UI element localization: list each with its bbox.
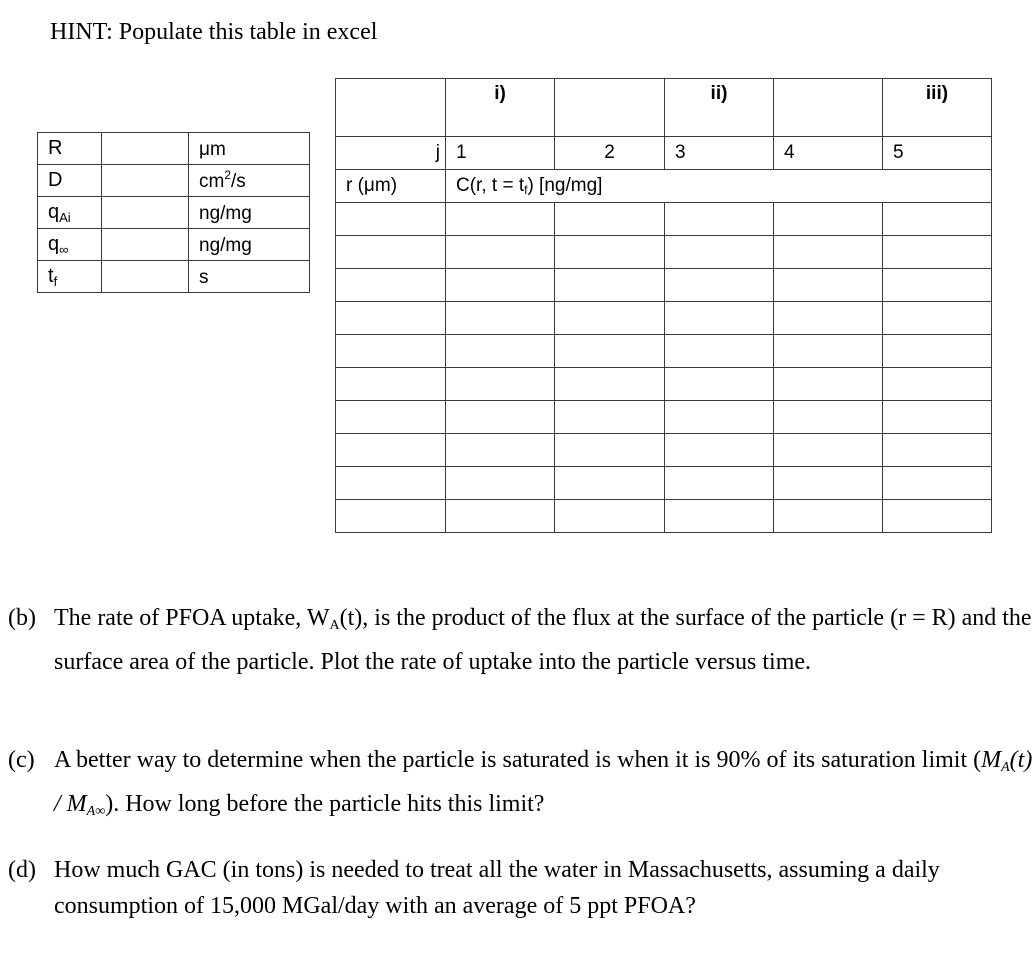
table-cell[interactable] <box>883 236 992 269</box>
question-b-label: (b) <box>8 605 36 631</box>
table-cell[interactable] <box>336 335 446 368</box>
question-c-text <box>54 742 1034 830</box>
parameter-label <box>38 229 102 261</box>
parameter-label <box>38 133 102 165</box>
table-cell[interactable] <box>665 335 774 368</box>
parameter-subscript: f <box>53 273 58 289</box>
parameter-unit <box>189 229 310 261</box>
math-m-a-post: (t) / <box>54 747 1033 817</box>
table-cell[interactable] <box>883 302 992 335</box>
parameter-row <box>38 197 310 229</box>
table-cell[interactable] <box>883 368 992 401</box>
table-cell[interactable] <box>446 467 555 500</box>
table-cell[interactable] <box>336 302 446 335</box>
table-cell[interactable] <box>446 203 555 236</box>
math-m-a-inf-sub: A∞ <box>86 804 106 819</box>
part-label-i: i) <box>446 79 555 137</box>
math-m-a: M <box>981 747 1002 773</box>
parameter-unit <box>189 197 310 229</box>
question-b-text-post: (t), is the product of the flux at the surface of the particle (r = R) and the surface area of the particle. Plot the rate of uptake into the particle versus time. <box>54 605 1032 675</box>
parameter-value-cell[interactable] <box>102 229 189 261</box>
unit-suffix: /s <box>231 171 246 192</box>
table-cell[interactable] <box>555 467 665 500</box>
table-cell[interactable] <box>336 500 446 533</box>
question-d <box>8 852 1034 924</box>
table-cell[interactable] <box>555 236 665 269</box>
concentration-column-header <box>446 170 992 203</box>
question-c-label: (c) <box>8 747 35 773</box>
question-b-text <box>54 600 1034 680</box>
part-label-iii: iii) <box>883 79 992 137</box>
table-cell[interactable] <box>883 467 992 500</box>
table-cell[interactable] <box>665 302 774 335</box>
table-cell[interactable] <box>665 269 774 302</box>
table-cell[interactable] <box>774 269 883 302</box>
parameter-subscript: Ai <box>59 209 71 225</box>
j-row <box>336 137 992 170</box>
parameter-unit <box>189 261 310 293</box>
unit-text: μm <box>199 139 226 160</box>
parameter-symbol: t <box>48 264 54 287</box>
column-header-row <box>336 170 992 203</box>
parameter-value-cell[interactable] <box>102 165 189 197</box>
table-cell[interactable] <box>555 401 665 434</box>
parameter-subscript: ∞ <box>59 241 69 257</box>
question-c-text-pre: A better way to determine when the particle is saturated is when it is 90% of its saturation limit ( <box>54 747 982 773</box>
question-c-text-post: ). How long before the particle hits this limit? <box>105 791 545 817</box>
part-label-row <box>336 79 992 137</box>
j-value: 5 <box>883 137 992 170</box>
j-value: 2 <box>555 137 665 170</box>
table-row <box>336 434 992 467</box>
j-value: 3 <box>665 137 774 170</box>
parameter-table <box>37 132 310 293</box>
table-cell[interactable] <box>446 500 555 533</box>
parameter-label <box>38 197 102 229</box>
table-cell[interactable] <box>336 467 446 500</box>
parameter-row <box>38 165 310 197</box>
table-cell[interactable] <box>446 335 555 368</box>
table-cell[interactable] <box>446 401 555 434</box>
table-cell[interactable] <box>555 302 665 335</box>
table-cell[interactable] <box>774 500 883 533</box>
question-b-text-pre: The rate of PFOA uptake, W <box>54 605 330 631</box>
question-d-text: How much GAC (in tons) is needed to treat all the water in Massachusetts, assuming a daily consumption of 15,000 MGal/day with an average of 5 ppt PFOA? <box>54 857 940 919</box>
question-d-label: (d) <box>8 857 36 883</box>
table-cell[interactable] <box>883 269 992 302</box>
parameter-unit <box>189 165 310 197</box>
parameter-row <box>38 229 310 261</box>
parameter-value-cell[interactable] <box>102 133 189 165</box>
math-m-a-inf: M <box>66 791 87 817</box>
table-cell[interactable] <box>446 236 555 269</box>
table-cell[interactable] <box>883 401 992 434</box>
table-row <box>336 203 992 236</box>
parameter-label <box>38 261 102 293</box>
part-label-ii: ii) <box>665 79 774 137</box>
unit-superscript: 2 <box>224 168 232 182</box>
table-cell[interactable] <box>883 434 992 467</box>
table-row <box>336 500 992 533</box>
parameter-value-cell[interactable] <box>102 261 189 293</box>
table-cell[interactable] <box>665 500 774 533</box>
parameter-symbol: D <box>48 168 63 191</box>
j-label: j <box>336 137 446 170</box>
unit-text: s <box>199 267 209 288</box>
table-cell[interactable] <box>774 302 883 335</box>
table-cell[interactable] <box>774 467 883 500</box>
table-cell[interactable] <box>336 434 446 467</box>
table-cell[interactable] <box>446 434 555 467</box>
table-cell[interactable] <box>883 500 992 533</box>
table-cell[interactable] <box>665 434 774 467</box>
table-cell[interactable] <box>883 335 992 368</box>
unit-text: ng/mg <box>199 235 252 256</box>
table-cell[interactable] <box>555 335 665 368</box>
parameter-symbol: q <box>48 232 60 255</box>
unit-text: ng/mg <box>199 203 252 224</box>
table-cell[interactable] <box>774 434 883 467</box>
table-cell[interactable] <box>336 79 446 137</box>
table-cell[interactable] <box>774 203 883 236</box>
table-cell[interactable] <box>774 368 883 401</box>
table-row <box>336 335 992 368</box>
table-cell[interactable] <box>774 335 883 368</box>
table-cell[interactable] <box>446 269 555 302</box>
table-cell[interactable] <box>336 368 446 401</box>
table-cell[interactable] <box>336 401 446 434</box>
math-m-a-sub: A <box>1001 760 1010 775</box>
table-cell[interactable] <box>665 236 774 269</box>
j-value: 4 <box>774 137 883 170</box>
concentration-header-sub: f <box>524 183 528 197</box>
table-cell[interactable] <box>555 500 665 533</box>
table-cell[interactable] <box>774 236 883 269</box>
table-cell[interactable] <box>555 434 665 467</box>
table-cell[interactable] <box>555 79 665 137</box>
parameter-row <box>38 261 310 293</box>
question-b-text-sub: A <box>329 618 340 633</box>
concentration-header-post: ) [ng/mg] <box>527 175 603 196</box>
table-cell[interactable] <box>665 368 774 401</box>
table-cell[interactable] <box>665 467 774 500</box>
table-row <box>336 236 992 269</box>
parameter-symbol: q <box>48 200 60 223</box>
table-cell[interactable] <box>665 401 774 434</box>
table-cell[interactable] <box>555 269 665 302</box>
table-row <box>336 302 992 335</box>
parameter-symbol: R <box>48 136 63 159</box>
parameter-row <box>38 133 310 165</box>
j-value: 1 <box>446 137 555 170</box>
r-column-header: r (μm) <box>336 170 446 203</box>
table-row <box>336 401 992 434</box>
table-cell[interactable] <box>336 203 446 236</box>
unit-text: cm <box>199 171 225 192</box>
concentration-header-pre: C(r, t = t <box>456 175 525 196</box>
table-row <box>336 368 992 401</box>
table-cell[interactable] <box>883 203 992 236</box>
table-cell[interactable] <box>336 236 446 269</box>
parameter-unit <box>189 133 310 165</box>
table-cell[interactable] <box>774 79 883 137</box>
hint-text: HINT: Populate this table in excel <box>50 19 378 45</box>
question-c <box>8 742 1034 830</box>
table-cell[interactable] <box>446 368 555 401</box>
parameter-label <box>38 165 102 197</box>
parameter-value-cell[interactable] <box>102 197 189 229</box>
table-cell[interactable] <box>665 203 774 236</box>
table-cell[interactable] <box>774 401 883 434</box>
concentration-table <box>335 78 992 533</box>
table-cell[interactable] <box>555 203 665 236</box>
table-cell[interactable] <box>446 302 555 335</box>
table-cell[interactable] <box>555 368 665 401</box>
table-row <box>336 269 992 302</box>
question-b <box>8 600 1034 680</box>
table-cell[interactable] <box>336 269 446 302</box>
table-row <box>336 467 992 500</box>
